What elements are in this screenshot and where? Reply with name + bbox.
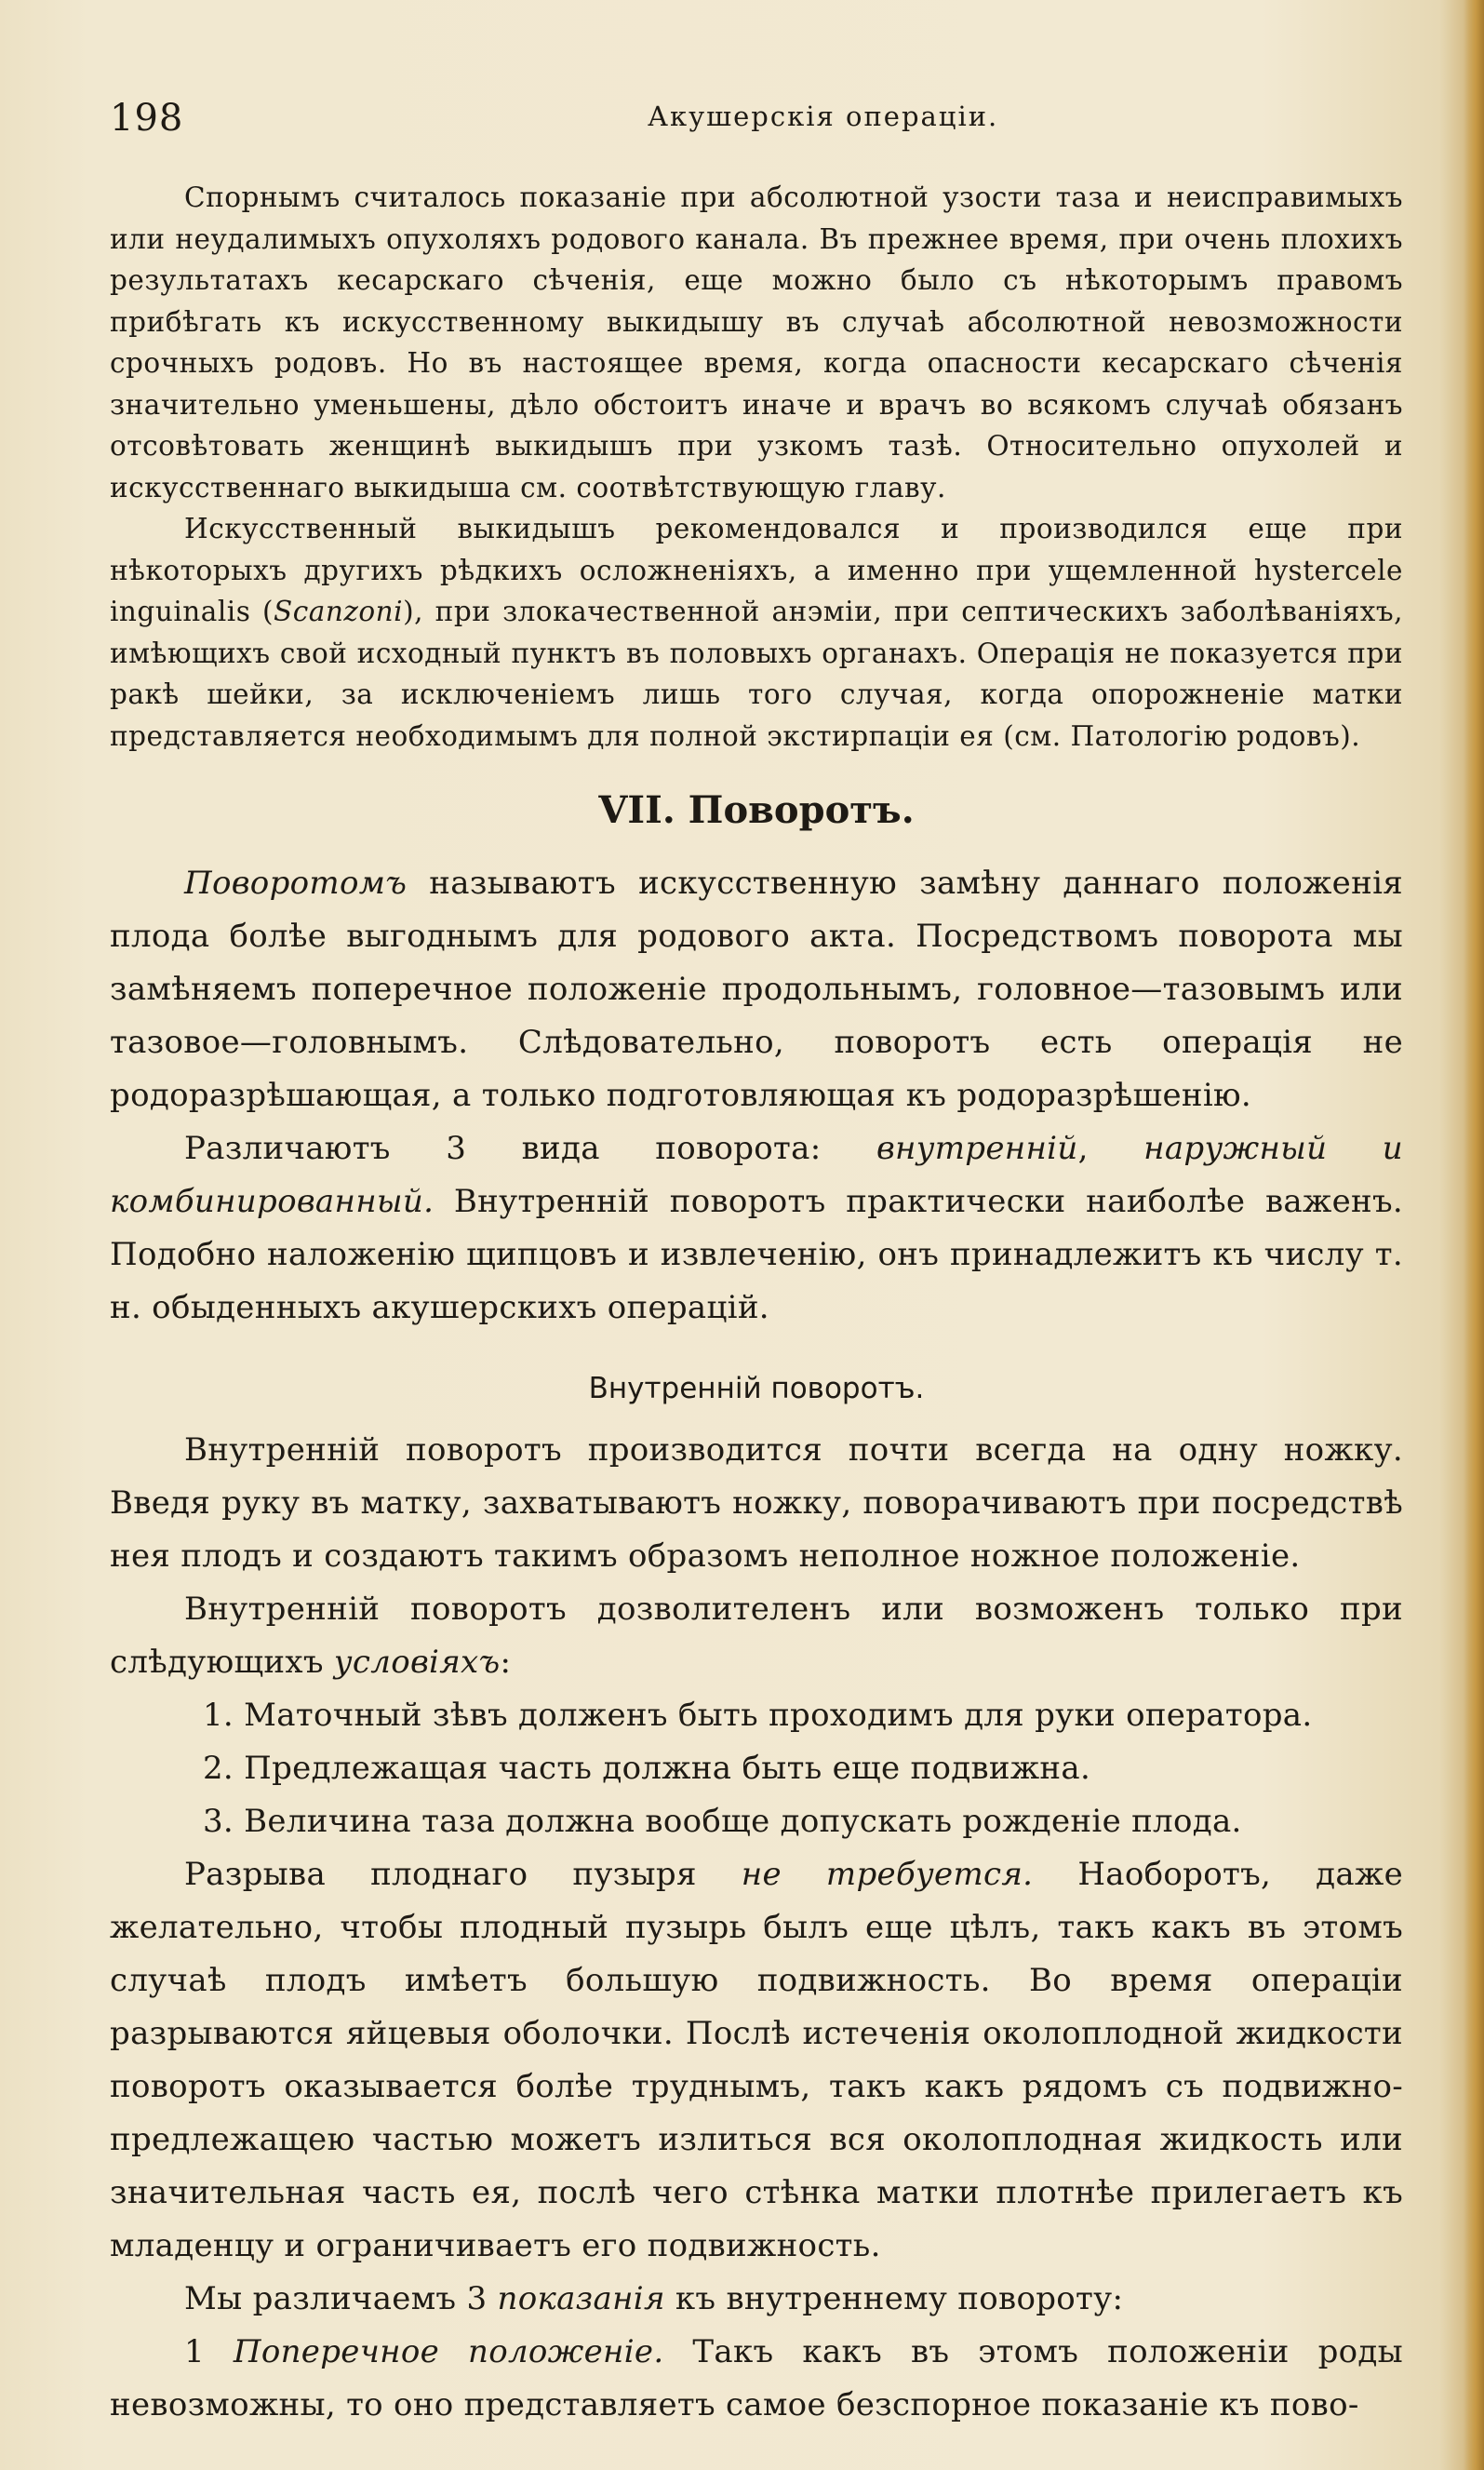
page-edge-shadow [1464,0,1484,2470]
condition-item: 3. Величина таза должна вообще допускать рожденіе плода. [203,1803,1242,1840]
condition-item: 2. Предлежащая часть должна быть еще подвижна. [203,1750,1091,1787]
author-name: Scanzoni [274,596,404,627]
text-run: ), при злокачественной анэміи, при септическихъ заболѣваніяхъ, имѣющихъ свой исходный пунктъ въ половыхъ органахъ. Операція не показуется при ракѣ шейки, за исключеніемъ лишь того случая, когда опорожненіе матки представляется необходимымъ для полной экстирпаціи ея (см. Патологію родовъ). [110,596,1403,752]
text-run: 1 [184,2333,234,2370]
paragraph-definition [110,857,1403,1122]
term: показанія [497,2280,665,2317]
term: условіяхъ [333,1644,501,1681]
paragraph-membrane-rupture [110,1848,1403,2273]
text-run: Мы различаемъ 3 [184,2280,498,2317]
text-run: называютъ искусственную замѣну даннаго положенія плода болѣе выгоднымъ для родового акта. Посредствомъ поворота мы замѣняемъ поперечное положеніе продольнымъ, головное—тазовымъ или тазовое—головнымъ. Слѣдовательно, поворотъ есть операція не родоразрѣшающая, а только подготовляющая къ родоразрѣшенію. [110,865,1403,1114]
running-title: Акушерскія операціи. [648,101,999,132]
subsection-title: Внутренній поворотъ. [588,1372,925,1405]
paragraph-internal-version: Внутренній поворотъ производится почти всегда на одну ножку. Введя руку въ матку, захватываютъ ножку, поворачиваютъ при посредствѣ нея плодъ и создаютъ такимъ образомъ неполное ножное положеніе. [110,1431,1403,1575]
text-run: къ внутреннему повороту: [664,2280,1124,2317]
paragraph-contested-indication: Спорнымъ считалось показаніе при абсолютной узости таза и неисправимыхъ или неудалимыхъ опухоляхъ родового канала. Въ прежнее время, при очень плохихъ результатахъ кесарскаго сѣченія, еще можно было съ нѣкоторымъ правомъ прибѣгать къ искусственному выкидышу въ случаѣ абсолютной невозможности срочныхъ родовъ. Но въ настоящее время, когда опасности кесарскаго сѣченія значительно уменьшены, дѣло обстоитъ иначе и врачъ во всякомъ случаѣ обязанъ отсовѣтовать женщинѣ выкидышъ при узкомъ тазѣ. Относительно опухолей и искусственнаго выкидыша см. соотвѣтствующую главу. [110,181,1403,503]
paragraph-conditions-intro [110,1583,1403,1689]
paragraph-other-complications [110,508,1403,757]
page-header [110,97,1403,153]
paragraph-types [110,1122,1403,1335]
term: Поворотомъ [184,865,408,902]
text-run: : [500,1644,512,1681]
text-run: Внутренній поворотъ практически наиболѣе важенъ. Подобно наложенію щипцовъ и извлеченію, онъ принадлежитъ къ числу т. н. обыденныхъ акушерскихъ операцій. [110,1183,1403,1326]
condition-item: 1. Маточный зѣвъ долженъ быть проходимъ для руки оператора. [203,1697,1313,1734]
term: не требуется. [741,1856,1034,1893]
page-number: 198 [110,97,184,140]
term: наружный и комбинированный. [110,1130,1403,1220]
text-run: Внутренній поворотъ дозволителенъ или возможенъ только при слѣдующихъ [110,1591,1403,1681]
text-run: Искусственный выкидышъ рекомендовался и производился еще при нѣкоторыхъ другихъ рѣдкихъ осложненіяхъ, а именно при ущемленной hystercele inguinalis ( [110,513,1403,627]
text-run: Различаютъ 3 вида поворота: [184,1130,876,1167]
text-run: Разрыва плоднаго пузыря [184,1856,742,1893]
section-title: VII. Поворотъ. [598,788,915,832]
page-body [110,177,1403,2432]
term: внутренній [876,1130,1078,1167]
text-run: Наоборотъ, даже желательно, чтобы плодный пузырь былъ еще цѣлъ, такъ какъ въ этомъ случаѣ плодъ имѣетъ большую подвижность. Во время операціи разрываются яйцевыя оболочки. Послѣ истеченія околоплодной жидкости поворотъ оказывается болѣе труднымъ, такъ какъ рядомъ съ подвижно-предлежащею частью можетъ излиться вся околоплодная жидкость или значительная часть ея, послѣ чего стѣнка матки плотнѣе прилегаетъ къ младенцу и ограничиваетъ его подвижность. [110,1856,1403,2264]
text-run: , [1077,1130,1144,1167]
paragraph-transverse-position [110,2326,1403,2432]
term: Поперечное положеніе. [233,2333,664,2370]
paragraph-indications-intro [110,2273,1403,2326]
text-run: Такъ какъ въ этомъ положеніи роды невозможны, то оно представляетъ самое безспорное показаніе къ пово- [110,2333,1403,2423]
